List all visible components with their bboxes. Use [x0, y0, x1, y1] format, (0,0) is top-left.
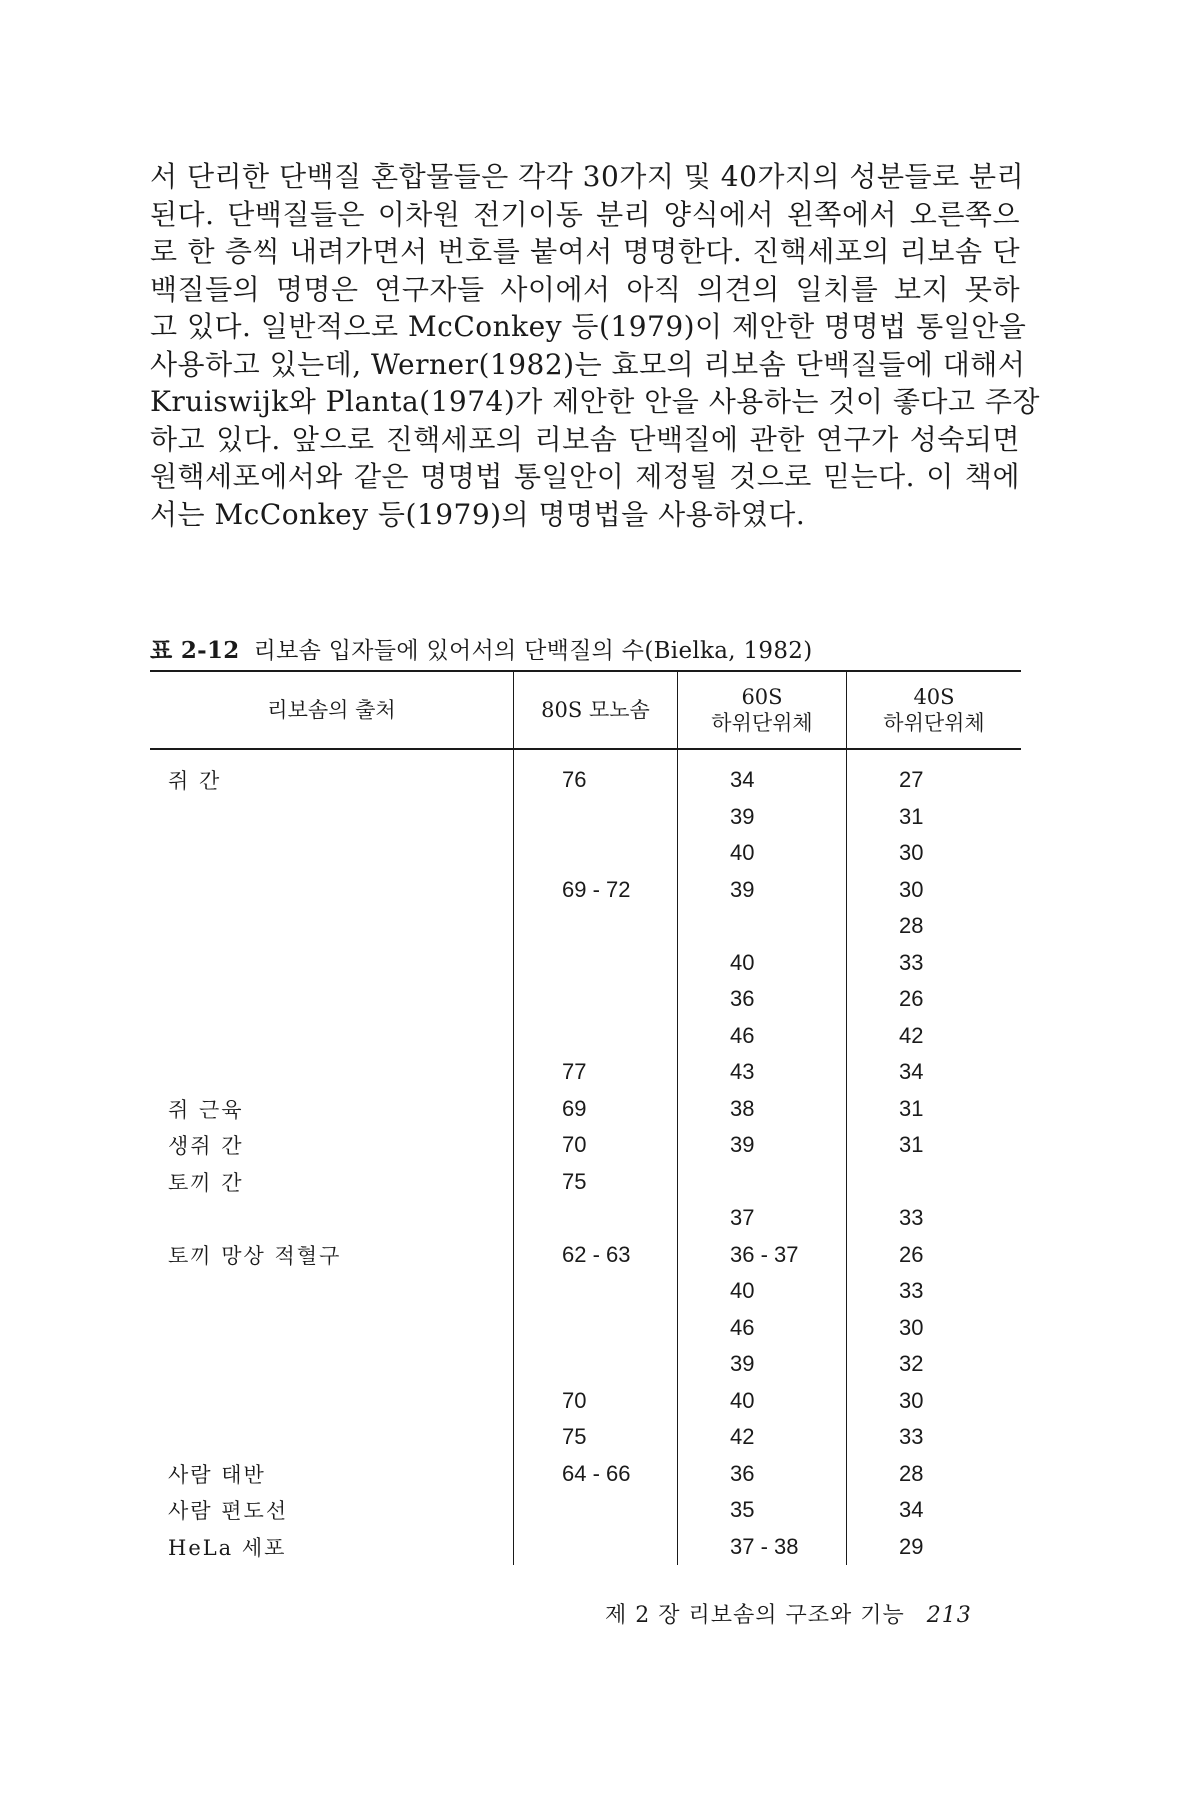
- cell-80s: 75: [514, 1164, 678, 1201]
- cell-60s: 38: [678, 1091, 847, 1128]
- cell-40s: 33: [899, 949, 924, 975]
- cell-source: 사람 편도선: [150, 1492, 514, 1529]
- header-60s-line2: 하위단위체: [711, 711, 813, 735]
- cell-source: [150, 1273, 514, 1310]
- cell-60s: 43: [678, 1054, 847, 1091]
- cell-source: 쥐 근육: [150, 1091, 514, 1128]
- cell-80s: [514, 981, 678, 1018]
- table-row: [150, 835, 1021, 872]
- cell-60s: [678, 908, 847, 945]
- cell-source: 토끼 망상 적혈구: [150, 1237, 514, 1274]
- table-caption-number: 표 2-12: [150, 637, 240, 664]
- cell-source: [150, 1200, 514, 1237]
- cell-40s: 28: [899, 1460, 924, 1486]
- table-caption: [150, 632, 813, 665]
- cell-80s: [514, 1346, 678, 1383]
- cell-40s: 29: [899, 1533, 924, 1559]
- text-line: 사용하고 있는데, Werner(1982)는 효모의 리보솜 단백질들에 대해서: [150, 347, 1026, 381]
- table-row: [150, 749, 1021, 799]
- cell-source: [150, 1346, 514, 1383]
- table-row: [150, 1310, 1021, 1347]
- cell-source: [150, 835, 514, 872]
- cell-source: [150, 1419, 514, 1456]
- cell-40s: 30: [899, 1387, 924, 1413]
- table-row: [150, 1091, 1021, 1128]
- cell-40s: 33: [899, 1205, 924, 1231]
- cell-40s: 34: [899, 1059, 924, 1085]
- cell-40s: 31: [899, 803, 924, 829]
- cell-source: [150, 872, 514, 909]
- table-row: [150, 1127, 1021, 1164]
- cell-source: [150, 1310, 514, 1347]
- cell-40s: 31: [899, 1095, 924, 1121]
- data-table: [150, 670, 1021, 1565]
- text-line: 백질들의 명명은 연구자들 사이에서 아직 의견의 일치를 보지 못하: [150, 272, 1020, 306]
- table-row: [150, 1164, 1021, 1201]
- table-row: [150, 1419, 1021, 1456]
- table-row: [150, 1018, 1021, 1055]
- cell-40s: 31: [899, 1132, 924, 1158]
- header-40s-line1: 40S: [913, 685, 955, 709]
- body-paragraph: [150, 158, 1040, 533]
- cell-source: HeLa 세포: [150, 1529, 514, 1566]
- header-40s: [847, 671, 1022, 749]
- text-line: 하고 있다. 앞으로 진핵세포의 리보솜 단백질에 관한 연구가 성숙되면: [150, 422, 1020, 456]
- cell-60s: 39: [678, 872, 847, 909]
- table-row: [150, 1273, 1021, 1310]
- cell-60s: 34: [678, 749, 847, 799]
- table-row: [150, 1529, 1021, 1566]
- cell-80s: 62 - 63: [514, 1237, 678, 1274]
- table-row: [150, 1237, 1021, 1274]
- table-caption-text: 리보솜 입자들에 있어서의 단백질의 수(Bielka, 1982): [253, 638, 813, 664]
- cell-source: [150, 1383, 514, 1420]
- cell-source: [150, 945, 514, 982]
- cell-source: [150, 981, 514, 1018]
- cell-60s: 39: [678, 1127, 847, 1164]
- cell-60s: 39: [678, 1346, 847, 1383]
- cell-60s: 40: [678, 835, 847, 872]
- cell-80s: [514, 1529, 678, 1566]
- cell-source: 쥐 간: [150, 749, 514, 799]
- table-row: [150, 799, 1021, 836]
- table-row: [150, 872, 1021, 909]
- chapter-title: 제 2 장 리보솜의 구조와 기능: [605, 1603, 905, 1628]
- cell-40s: 42: [899, 1022, 924, 1048]
- cell-80s: 75: [514, 1419, 678, 1456]
- cell-80s: 76: [514, 749, 678, 799]
- ribosome-protein-table: [150, 670, 1018, 1565]
- cell-80s: 69: [514, 1091, 678, 1128]
- text-line: 고 있다. 일반적으로 McConkey 등(1979)이 제안한 명명법 통일안을: [150, 310, 1027, 343]
- cell-40s: 28: [899, 913, 924, 939]
- cell-80s: [514, 1200, 678, 1237]
- table-row: [150, 908, 1021, 945]
- table-header-row: [150, 671, 1021, 749]
- header-40s-line2: 하위단위체: [883, 711, 985, 735]
- cell-80s: [514, 799, 678, 836]
- cell-40s: 33: [899, 1424, 924, 1450]
- cell-80s: [514, 945, 678, 982]
- cell-40s: 34: [899, 1497, 924, 1523]
- cell-60s: 46: [678, 1018, 847, 1055]
- cell-40s: 33: [899, 1278, 924, 1304]
- cell-60s: 36 - 37: [678, 1237, 847, 1274]
- cell-60s: 40: [678, 945, 847, 982]
- text-line: 서는 McConkey 등(1979)의 명명법을 사용하였다.: [150, 497, 806, 531]
- header-60s-line1: 60S: [741, 685, 783, 709]
- cell-80s: [514, 1310, 678, 1347]
- text-line: Kruiswijk와 Planta(1974)가 제안한 안을 사용하는 것이 좋다고 주장: [150, 385, 1040, 418]
- cell-80s: [514, 1273, 678, 1310]
- cell-80s: [514, 908, 678, 945]
- cell-source: 토끼 간: [150, 1164, 514, 1201]
- cell-60s: 37: [678, 1200, 847, 1237]
- cell-80s: 70: [514, 1127, 678, 1164]
- cell-40s: 30: [899, 1314, 924, 1340]
- cell-60s: 42: [678, 1419, 847, 1456]
- table-body: [150, 749, 1021, 1565]
- table-row: [150, 981, 1021, 1018]
- text-line: 된다. 단백질들은 이차원 전기이동 분리 양식에서 왼쪽에서 오른쪽으: [150, 197, 1020, 231]
- cell-80s: 69 - 72: [514, 872, 678, 909]
- text-line: 로 한 층씩 내려가면서 번호를 붙여서 명명한다. 진핵세포의 리보솜 단: [150, 235, 1020, 268]
- table-row: [150, 945, 1021, 982]
- cell-60s: 35: [678, 1492, 847, 1529]
- cell-source: [150, 1054, 514, 1091]
- table-row: [150, 1492, 1021, 1529]
- page-number: 213: [926, 1603, 972, 1628]
- cell-60s: 36: [678, 1456, 847, 1493]
- cell-40s: 32: [899, 1351, 924, 1377]
- cell-source: [150, 799, 514, 836]
- table-row: [150, 1200, 1021, 1237]
- cell-40s: 26: [899, 986, 924, 1012]
- cell-60s: [678, 1164, 847, 1201]
- cell-40s: 27: [899, 767, 924, 793]
- cell-60s: 36: [678, 981, 847, 1018]
- cell-40s: 30: [899, 840, 924, 866]
- header-80s: 80S 모노솜: [514, 671, 678, 749]
- header-60s: [678, 671, 847, 749]
- cell-source: [150, 908, 514, 945]
- cell-80s: [514, 835, 678, 872]
- cell-80s: [514, 1018, 678, 1055]
- cell-40s: 26: [899, 1241, 924, 1267]
- cell-source: 사람 태반: [150, 1456, 514, 1493]
- header-source: 리보솜의 출처: [150, 671, 514, 749]
- cell-60s: 46: [678, 1310, 847, 1347]
- cell-source: 생쥐 간: [150, 1127, 514, 1164]
- cell-60s: 40: [678, 1273, 847, 1310]
- cell-60s: 37 - 38: [678, 1529, 847, 1566]
- cell-80s: 64 - 66: [514, 1456, 678, 1493]
- cell-80s: 77: [514, 1054, 678, 1091]
- cell-60s: 40: [678, 1383, 847, 1420]
- table-row: [150, 1383, 1021, 1420]
- cell-80s: 70: [514, 1383, 678, 1420]
- table-row: [150, 1346, 1021, 1383]
- text-line: 서 단리한 단백질 혼합물들은 각각 30가지 및 40가지의 성분들로 분리: [150, 160, 1025, 193]
- table-row: [150, 1054, 1021, 1091]
- cell-60s: 39: [678, 799, 847, 836]
- cell-40s: 30: [899, 876, 924, 902]
- table-row: [150, 1456, 1021, 1493]
- cell-source: [150, 1018, 514, 1055]
- text-line: 원핵세포에서와 같은 명명법 통일안이 제정될 것으로 믿는다. 이 책에: [150, 460, 1020, 493]
- cell-80s: [514, 1492, 678, 1529]
- cell-40s: [847, 1164, 1022, 1201]
- page-footer: [605, 1598, 972, 1629]
